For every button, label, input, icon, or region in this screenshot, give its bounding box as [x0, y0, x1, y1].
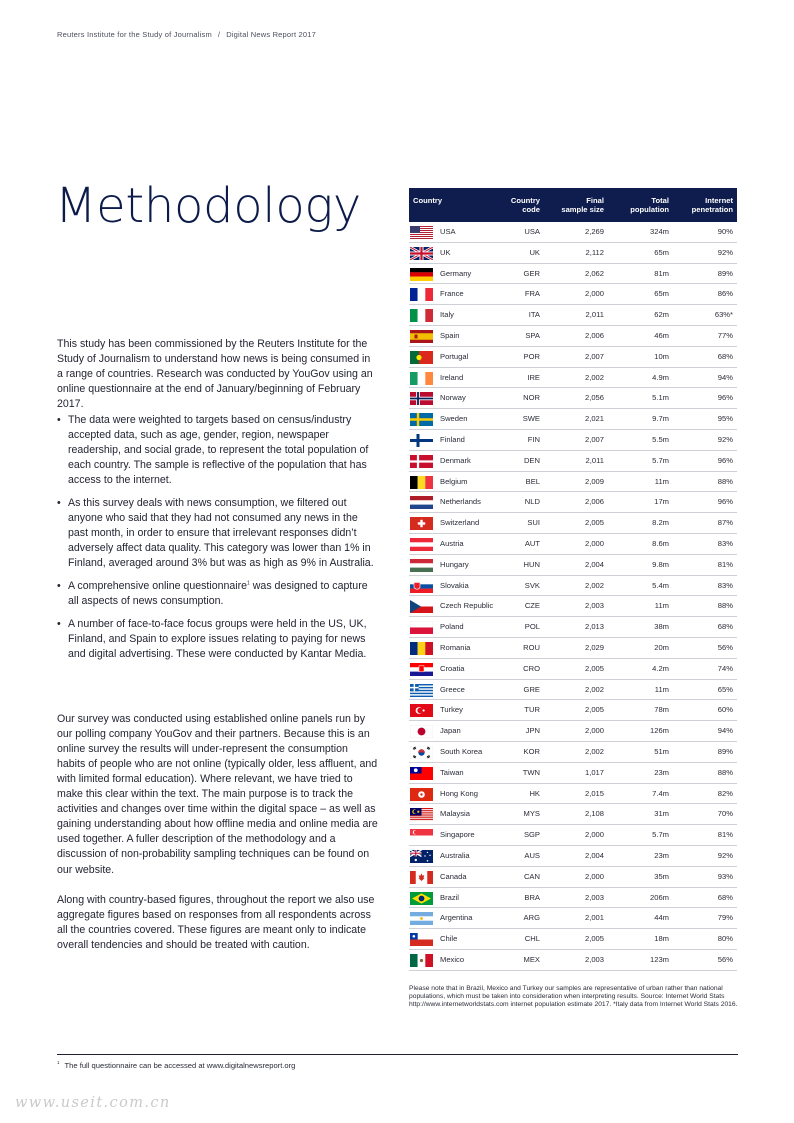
cell-country: Chile	[440, 934, 458, 944]
cell-penetration: 70%	[717, 809, 733, 819]
header-country: Country	[413, 196, 443, 205]
table-note: Please note that in Brazil, Mexico and Turkey our samples are representative of urban rather than national populations, which must be taken into consideration when interpreting results. Source: Internet World Stats http://www.internetworldstats.com internet population estimate 2017. *Italy data from Internet World Stats 2016.	[409, 984, 738, 1008]
table-row	[409, 721, 737, 742]
cell-population: 11m	[654, 601, 669, 611]
cell-code: AUS	[524, 850, 540, 860]
cell-sample-size: 2,003	[584, 601, 604, 611]
cell-penetration: 94%	[717, 372, 733, 382]
cell-code: CHL	[524, 934, 540, 944]
page-title: Methodology	[55, 178, 362, 234]
malaysia-flag-icon	[410, 808, 433, 821]
cell-sample-size: 2,015	[584, 788, 604, 798]
cell-country: Slovakia	[440, 580, 469, 590]
cell-penetration: 87%	[717, 518, 733, 528]
cell-country: South Korea	[440, 746, 483, 756]
chile-flag-icon	[410, 933, 433, 946]
cell-population: 20m	[654, 642, 669, 652]
cell-penetration: 56%	[717, 954, 733, 964]
cell-population: 46m	[654, 330, 669, 340]
cell-country: USA	[440, 227, 456, 236]
cell-penetration: 80%	[717, 934, 733, 944]
header-separator: /	[217, 30, 221, 39]
footnote-ref: 1	[247, 580, 250, 587]
table-row	[409, 638, 737, 659]
cell-sample-size: 2,005	[584, 663, 604, 673]
cell-country: Netherlands	[440, 497, 481, 507]
cell-population: 17m	[654, 497, 669, 507]
argentina-flag-icon	[410, 912, 433, 925]
cell-penetration: 92%	[717, 247, 733, 257]
cell-sample-size: 2,013	[584, 622, 604, 632]
cell-population: 206m	[650, 892, 669, 902]
cell-country: Hungary	[440, 559, 469, 569]
cell-code: BRA	[524, 892, 540, 902]
cell-penetration: 56%	[717, 642, 733, 652]
denmark-flag-icon	[410, 455, 433, 468]
cell-code: GRE	[523, 684, 540, 694]
cell-population: 9.8m	[652, 559, 669, 569]
cell-code: USA	[524, 227, 540, 236]
cell-population: 31m	[654, 809, 669, 819]
cell-penetration: 83%	[717, 538, 733, 548]
cell-sample-size: 2,000	[584, 538, 604, 548]
cell-code: POL	[524, 622, 540, 632]
table-header	[409, 188, 737, 222]
cell-sample-size: 2,003	[584, 892, 604, 902]
cell-sample-size: 2,004	[584, 850, 604, 860]
cell-country: Denmark	[440, 455, 471, 465]
austria-flag-icon	[410, 538, 433, 551]
cell-penetration: 65%	[717, 684, 733, 694]
cell-penetration: 96%	[717, 497, 733, 507]
footnote	[57, 1061, 295, 1070]
cell-sample-size: 2,021	[584, 414, 604, 424]
cell-sample-size: 2,007	[584, 351, 604, 361]
cell-code: JPN	[525, 726, 540, 736]
cell-code: ITA	[528, 310, 540, 320]
cell-penetration: 89%	[717, 746, 733, 756]
cell-population: 11m	[654, 684, 669, 694]
cell-country: Malaysia	[440, 809, 470, 819]
table-row	[409, 388, 737, 409]
cell-code: POR	[523, 351, 540, 361]
table-row	[409, 492, 737, 513]
uk-flag-icon	[410, 247, 433, 260]
greece-flag-icon	[410, 684, 433, 697]
cell-sample-size: 2,006	[584, 497, 604, 507]
cell-population: 5.7m	[652, 830, 669, 840]
cell-country: Japan	[440, 726, 461, 736]
ireland-flag-icon	[410, 372, 433, 385]
cell-country: Finland	[440, 434, 465, 444]
header-sample: Final sample size	[561, 196, 604, 214]
cell-sample-size: 2,004	[584, 559, 604, 569]
cell-sample-size: 2,112	[585, 247, 604, 257]
cell-penetration: 96%	[717, 393, 733, 403]
cell-country: Australia	[440, 850, 470, 860]
table-row	[409, 659, 737, 680]
czech-flag-icon	[410, 600, 433, 613]
cell-population: 126m	[650, 726, 669, 736]
table-row	[409, 472, 737, 493]
cell-country: Sweden	[440, 414, 468, 424]
cell-country: UK	[440, 247, 451, 257]
cell-code: SUI	[527, 518, 540, 528]
cell-code: AUT	[524, 538, 540, 548]
cell-sample-size: 2,001	[584, 913, 604, 923]
cell-penetration: 74%	[717, 663, 733, 673]
cell-country: Canada	[440, 871, 467, 881]
cell-country: Mexico	[440, 954, 465, 964]
cell-sample-size: 2,000	[584, 830, 604, 840]
cell-penetration: 86%	[717, 289, 733, 299]
cell-country: Taiwan	[440, 767, 464, 777]
belgium-flag-icon	[410, 476, 433, 489]
cell-sample-size: 2,002	[584, 684, 604, 694]
cell-penetration: 89%	[717, 268, 733, 278]
table-row	[409, 409, 737, 430]
france-flag-icon	[410, 288, 433, 301]
portugal-flag-icon	[410, 351, 433, 364]
cell-code: IRE	[527, 372, 540, 382]
cell-population: 18m	[654, 934, 669, 944]
cell-population: 5.4m	[652, 580, 669, 590]
table-row	[409, 555, 737, 576]
cell-code: SPA	[525, 330, 540, 340]
cell-penetration: 92%	[717, 850, 733, 860]
cell-country: Poland	[440, 622, 464, 632]
cell-population: 9.7m	[652, 414, 669, 424]
cell-sample-size: 2,000	[584, 289, 604, 299]
cell-code: DEN	[523, 455, 540, 465]
cell-country: Romania	[440, 642, 471, 652]
cell-sample-size: 2,002	[584, 746, 604, 756]
us-flag-icon	[410, 226, 433, 239]
cell-sample-size: 2,007	[584, 434, 604, 444]
cell-population: 7.4m	[652, 788, 669, 798]
table-row	[409, 700, 737, 721]
cell-country: Argentina	[440, 913, 473, 923]
cell-penetration: 88%	[717, 476, 733, 486]
cell-population: 5.5m	[652, 434, 669, 444]
cell-population: 65m	[654, 289, 669, 299]
cell-population: 11m	[654, 476, 669, 486]
cell-penetration: 88%	[717, 601, 733, 611]
cell-code: ARG	[523, 913, 540, 923]
cell-sample-size: 1,017	[584, 767, 604, 777]
bullet-item: • The data were weighted to targets based on census/industry accepted data, such as age, gender, region, newspaper readership, and social grade, to represent the total population of each country. The sample is reflective of the population that has access to the internet.	[57, 413, 379, 488]
cell-country: Spain	[440, 330, 460, 340]
sweden-flag-icon	[410, 413, 433, 426]
cell-country: Croatia	[440, 663, 465, 673]
cell-population: 324m	[650, 227, 669, 236]
table-row	[409, 243, 737, 264]
cell-country: Austria	[440, 538, 464, 548]
cell-population: 38m	[654, 622, 669, 632]
cell-country: Switzerland	[440, 518, 480, 528]
switzerland-flag-icon	[410, 517, 433, 530]
publisher-name: Reuters Institute for the Study of Journalism	[57, 30, 212, 39]
cell-sample-size: 2,005	[584, 705, 604, 715]
cell-code: GER	[523, 268, 540, 278]
cell-country: Greece	[440, 684, 465, 694]
running-header	[57, 30, 316, 39]
table-body	[409, 222, 737, 971]
cell-population: 35m	[654, 871, 669, 881]
germany-flag-icon	[410, 268, 433, 281]
cell-code: HK	[529, 788, 540, 798]
cell-penetration: 81%	[717, 830, 733, 840]
cell-code: BEL	[525, 476, 540, 486]
cell-sample-size: 2,000	[584, 871, 604, 881]
cell-sample-size: 2,002	[584, 580, 604, 590]
table-row	[409, 825, 737, 846]
bullet-item: • As this survey deals with news consumption, we filtered out anyone who said that they had not consumed any news in the past month, in order to ensure that irrelevant responses didn’t adversely affect data quality. This category was lower than 1% in Finland, averaged around 3% but was as high as 9% in Australia.	[57, 496, 379, 571]
table-row	[409, 867, 737, 888]
table-row	[409, 763, 737, 784]
table-row	[409, 284, 737, 305]
finland-flag-icon	[410, 434, 433, 447]
cell-population: 5.7m	[652, 455, 669, 465]
cell-code: NOR	[523, 393, 540, 403]
cell-code: MEX	[523, 954, 540, 964]
singapore-flag-icon	[410, 829, 433, 842]
table-row	[409, 804, 737, 825]
cell-code: NLD	[524, 497, 540, 507]
header-code: Country code	[510, 196, 540, 214]
taiwan-flag-icon	[410, 767, 433, 780]
table-row	[409, 908, 737, 929]
cell-penetration: 90%	[717, 227, 733, 236]
watermark: www.useit.com.cn	[15, 1095, 171, 1111]
table-row	[409, 326, 737, 347]
cell-code: HUN	[523, 559, 540, 569]
norway-flag-icon	[410, 392, 433, 405]
table-row	[409, 347, 737, 368]
cell-penetration: 63%*	[714, 310, 733, 320]
footnote-divider	[57, 1054, 738, 1055]
cell-penetration: 96%	[717, 455, 733, 465]
bullet-item: • A comprehensive online questionnaire$^1$ was designed to capture all aspects of news consumption.	[57, 579, 379, 609]
table-row	[409, 950, 737, 971]
cell-population: 65m	[654, 247, 669, 257]
cell-population: 10m	[654, 351, 669, 361]
turkey-flag-icon	[410, 704, 433, 717]
intro-paragraph: This study has been commissioned by the Reuters Institute for the Study of Journalism to understand how news is being consumed in a range of countries. Research was conducted by YouGov using an online questionnaire at the end of January/beginning of February 2017.	[57, 337, 373, 410]
footnote-marker: 1	[57, 1060, 60, 1066]
table-row	[409, 368, 737, 389]
cell-country: Portugal	[440, 351, 469, 361]
footnote-text: The full questionnaire can be accessed at www.digitalnewsreport.org	[64, 1061, 296, 1070]
cell-population: 44m	[654, 913, 669, 923]
table-row	[409, 680, 737, 701]
header-population: Total population	[630, 196, 669, 214]
cell-population: 8.6m	[652, 538, 669, 548]
cell-country: Czech Republic	[440, 601, 494, 611]
hungary-flag-icon	[410, 559, 433, 572]
cell-penetration: 81%	[717, 559, 733, 569]
cell-population: 123m	[650, 954, 669, 964]
cell-penetration: 94%	[717, 726, 733, 736]
cell-sample-size: 2,009	[584, 476, 604, 486]
header-penetration: Internet penetration	[691, 196, 733, 214]
cell-population: 5.1m	[652, 393, 669, 403]
cell-penetration: 68%	[717, 351, 733, 361]
cell-sample-size: 2,062	[584, 268, 604, 278]
table-row	[409, 742, 737, 763]
table-row	[409, 617, 737, 638]
cell-code: TWN	[522, 767, 540, 777]
cell-population: 23m	[654, 767, 669, 777]
cell-population: 51m	[654, 746, 669, 756]
cell-sample-size: 2,108	[584, 809, 604, 819]
cell-country: Belgium	[440, 476, 468, 486]
table-row	[409, 888, 737, 909]
cell-sample-size: 2,269	[584, 227, 604, 236]
poland-flag-icon	[410, 621, 433, 634]
cell-population: 81m	[654, 268, 669, 278]
table-row	[409, 596, 737, 617]
cell-country: Germany	[440, 268, 472, 278]
cell-code: UK	[529, 247, 540, 257]
cell-sample-size: 2,000	[584, 726, 604, 736]
table-row	[409, 222, 737, 243]
cell-country: Hong Kong	[440, 788, 478, 798]
table-row	[409, 305, 737, 326]
brazil-flag-icon	[410, 892, 433, 905]
cell-population: 78m	[654, 705, 669, 715]
canada-flag-icon	[410, 871, 433, 884]
cell-population: 8.2m	[652, 518, 669, 528]
cell-sample-size: 2,011	[585, 455, 604, 465]
cell-code: FIN	[527, 434, 540, 444]
cell-population: 23m	[654, 850, 669, 860]
cell-penetration: 68%	[717, 622, 733, 632]
romania-flag-icon	[410, 642, 433, 655]
table-row	[409, 430, 737, 451]
cell-code: KOR	[523, 746, 540, 756]
cell-country: France	[440, 289, 464, 299]
cell-penetration: 92%	[717, 434, 733, 444]
table-row	[409, 929, 737, 950]
survey-paragraph: Our survey was conducted using established online panels run by our polling company YouGov and their partners. Because this is an online survey the results will under-represent the consumption habits of people who are not online (typically older, less affluent, and with limited formal education). Where relevant, we have tried to make this clear within the text. The main purpose is to track the activities and changes over time within the digital space – as well as gaining understanding about how offline media and online media are used together. A fuller description of the methodology and a discussion of non-probability sampling techniques can be found on our website.	[57, 712, 378, 876]
cell-population: 62m	[654, 310, 669, 320]
cell-country: Turkey	[440, 705, 463, 715]
table-row	[409, 534, 737, 555]
japan-flag-icon	[410, 725, 433, 738]
cell-sample-size: 2,029	[584, 642, 604, 652]
cell-sample-size: 2,002	[584, 372, 604, 382]
cell-country: Italy	[440, 310, 454, 320]
table-row	[409, 264, 737, 285]
cell-sample-size: 2,003	[584, 954, 604, 964]
table-row	[409, 784, 737, 805]
cell-code: CRO	[523, 663, 540, 673]
cell-penetration: 68%	[717, 892, 733, 902]
cell-sample-size: 2,005	[584, 934, 604, 944]
cell-penetration: 60%	[717, 705, 733, 715]
cell-code: MYS	[523, 809, 540, 819]
cell-code: ROU	[523, 642, 540, 652]
table-row	[409, 451, 737, 472]
cell-penetration: 93%	[717, 871, 733, 881]
cell-penetration: 88%	[717, 767, 733, 777]
cell-country: Singapore	[440, 830, 475, 840]
australia-flag-icon	[410, 850, 433, 863]
cell-population: 4.2m	[652, 663, 669, 673]
cell-penetration: 79%	[717, 913, 733, 923]
cell-code: SWE	[522, 414, 540, 424]
cell-code: FRA	[524, 289, 540, 299]
cell-population: 4.9m	[652, 372, 669, 382]
cell-penetration: 83%	[717, 580, 733, 590]
table-row	[409, 846, 737, 867]
cell-country: Ireland	[440, 372, 464, 382]
method-bullet-list	[57, 413, 379, 669]
cell-sample-size: 2,011	[585, 310, 604, 320]
italy-flag-icon	[410, 309, 433, 322]
cell-penetration: 82%	[717, 788, 733, 798]
cell-penetration: 95%	[717, 414, 733, 424]
cell-sample-size: 2,056	[584, 393, 604, 403]
cell-code: SGP	[523, 830, 540, 840]
cell-code: SVK	[524, 580, 540, 590]
croatia-flag-icon	[410, 663, 433, 676]
table-row	[409, 576, 737, 597]
slovakia-flag-icon	[410, 580, 433, 593]
cell-sample-size: 2,006	[584, 330, 604, 340]
cell-country: Norway	[440, 393, 466, 403]
cell-penetration: 77%	[717, 330, 733, 340]
south-korea-flag-icon	[410, 746, 433, 759]
table-row	[409, 513, 737, 534]
bullet-item: • A number of face-to-face focus groups were held in the US, UK, Finland, and Spain to explore issues relating to paying for news and digital advertising. These were conducted by Kantar Media.	[57, 617, 379, 662]
cell-code: CZE	[524, 601, 540, 611]
netherlands-flag-icon	[410, 496, 433, 509]
cell-code: TUR	[524, 705, 540, 715]
cell-country: Brazil	[440, 892, 459, 902]
hong-kong-flag-icon	[410, 788, 433, 801]
aggregate-paragraph: Along with country-based figures, throughout the report we also use aggregate figures based on responses from all respondents across all the countries covered. These figures are meant only to indicate overall tendencies and should be treated with caution.	[57, 893, 375, 951]
country-sample-table	[409, 188, 737, 971]
mexico-flag-icon	[410, 954, 433, 967]
report-name: Digital News Report 2017	[226, 30, 317, 39]
spain-flag-icon	[410, 330, 433, 343]
cell-sample-size: 2,005	[584, 518, 604, 528]
cell-code: CAN	[523, 871, 540, 881]
